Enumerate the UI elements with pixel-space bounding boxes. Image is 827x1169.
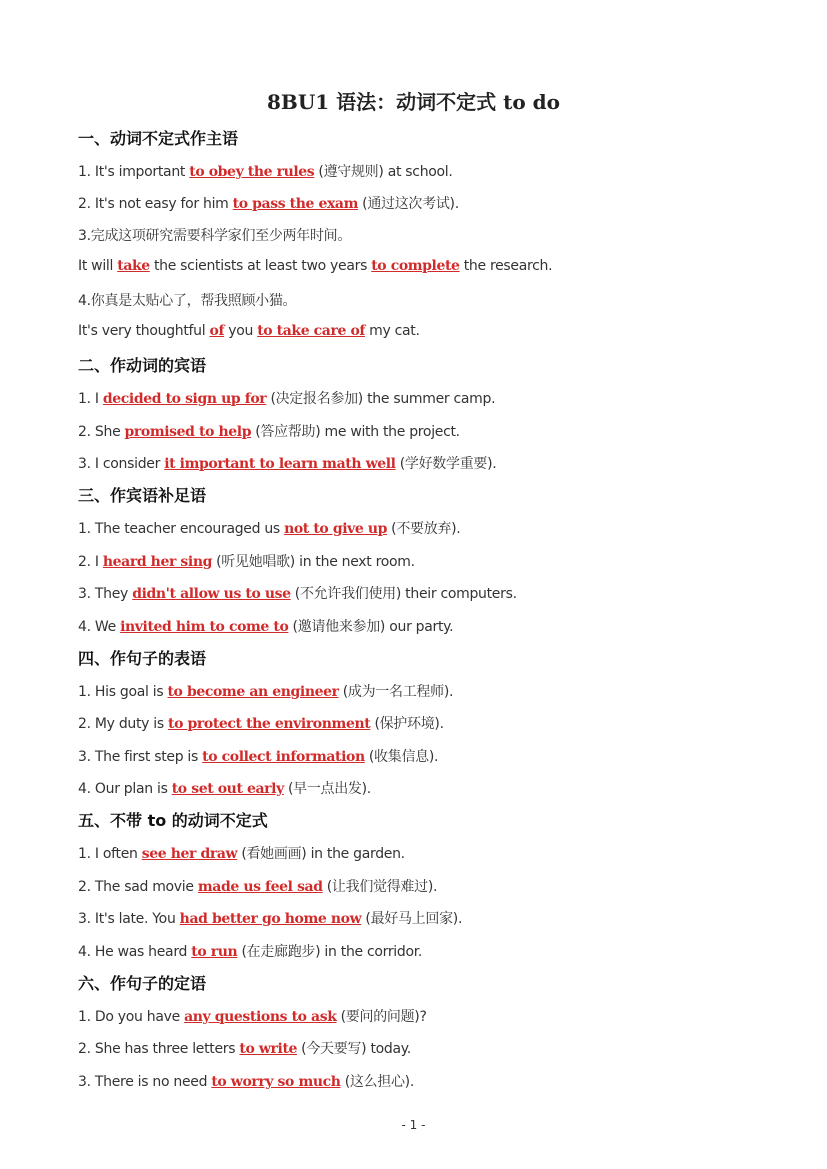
- section-heading: 四、作句子的表语: [78, 649, 207, 668]
- exercise-line: 2. I heard her sing (听见她唱歌) in the next room.: [78, 554, 415, 570]
- answer-text: to write: [239, 1041, 298, 1057]
- exercise-line: 1. His goal is to become an engineer (成为一名工程师).: [78, 684, 454, 700]
- exercise-line: 2. She has three letters to write (今天要写) today.: [78, 1041, 411, 1057]
- answer-text: of: [209, 323, 225, 339]
- section-heading: 一、动词不定式作主语: [78, 129, 239, 148]
- section-heading: 五、不带 to 的动词不定式: [78, 811, 268, 830]
- exercise-line: 2. She promised to help (答应帮助) me with the project.: [78, 424, 460, 440]
- exercise-line: 2. It's not easy for him to pass the exam (通过这次考试).: [78, 196, 459, 212]
- answer-text: promised to help: [124, 424, 252, 440]
- answer-text: invited him to come to: [120, 619, 289, 635]
- exercise-line: 3. The first step is to collect information (收集信息).: [78, 749, 439, 765]
- section-heading: 六、作句子的定语: [78, 974, 207, 993]
- answer-text: to obey the rules: [189, 164, 315, 180]
- section-heading: 三、作宾语补足语: [78, 486, 207, 505]
- section-heading: 二、作动词的宾语: [78, 356, 207, 375]
- answer-text: not to give up: [284, 521, 388, 537]
- answer-text: take: [117, 258, 150, 274]
- answer-text: decided to sign up for: [102, 391, 267, 407]
- answer-text: to take care of: [257, 323, 365, 339]
- answer-text: to complete: [371, 258, 460, 274]
- exercise-line: 3. They didn't allow us to use (不允许我们使用) their computers.: [78, 586, 517, 602]
- exercise-prompt: 4.你真是太贴心了，帮我照顾小猫。: [78, 293, 297, 309]
- exercise-line: 3. It's late. You had better go home now (最好马上回家).: [78, 911, 463, 927]
- exercise-line: 4. He was heard to run (在走廊跑步) in the corridor.: [78, 944, 423, 960]
- answer-text: to set out early: [171, 781, 284, 797]
- exercise-prompt: 3.完成这项研究需要科学家们至少两年时间。: [78, 228, 352, 244]
- answer-text: had better go home now: [179, 911, 362, 927]
- answer-text: it important to learn math well: [164, 456, 396, 472]
- answer-text: didn't allow us to use: [132, 586, 291, 602]
- exercise-line: 1. I often see her draw (看她画画) in the garden.: [78, 846, 405, 862]
- exercise-line: 2. My duty is to protect the environment (保护环境).: [78, 716, 444, 732]
- answer-text: to collect information: [202, 749, 365, 765]
- answer-text: to pass the exam: [232, 196, 359, 212]
- page-title: 8BU1 语法：动词不定式 to do: [267, 90, 560, 114]
- exercise-line: 4. Our plan is to set out early (早一点出发).: [78, 781, 371, 797]
- answer-text: to protect the environment: [168, 716, 371, 732]
- exercise-line: 1. It's important to obey the rules (遵守规则) at school.: [78, 164, 453, 180]
- exercise-line: 3. I consider it important to learn math well (学好数学重要).: [78, 456, 497, 472]
- page-number: - 1 -: [401, 1118, 426, 1132]
- exercise-line: 1. Do you have any questions to ask (要问的问题)?: [78, 1009, 427, 1025]
- exercise-line: 1. I decided to sign up for (决定报名参加) the summer camp.: [78, 391, 496, 407]
- exercise-line: 2. The sad movie made us feel sad (让我们觉得难过).: [78, 879, 438, 895]
- answer-text: any questions to ask: [184, 1009, 337, 1025]
- answer-text: to worry so much: [211, 1074, 341, 1090]
- answer-text: made us feel sad: [197, 879, 323, 895]
- answer-text: to run: [191, 944, 238, 960]
- exercise-line: It's very thoughtful of you to take care of my cat.: [78, 323, 420, 339]
- exercise-line: It will take the scientists at least two years to complete the research.: [78, 258, 553, 274]
- answer-text: to become an engineer: [167, 684, 339, 700]
- exercise-line: 1. The teacher encouraged us not to give up (不要放弃).: [78, 521, 461, 537]
- exercise-line: 3. There is no need to worry so much (这么担心).: [78, 1074, 414, 1090]
- exercise-line: 4. We invited him to come to (邀请他来参加) our party.: [78, 619, 454, 635]
- answer-text: see her draw: [141, 846, 238, 862]
- answer-text: heard her sing: [102, 554, 212, 570]
